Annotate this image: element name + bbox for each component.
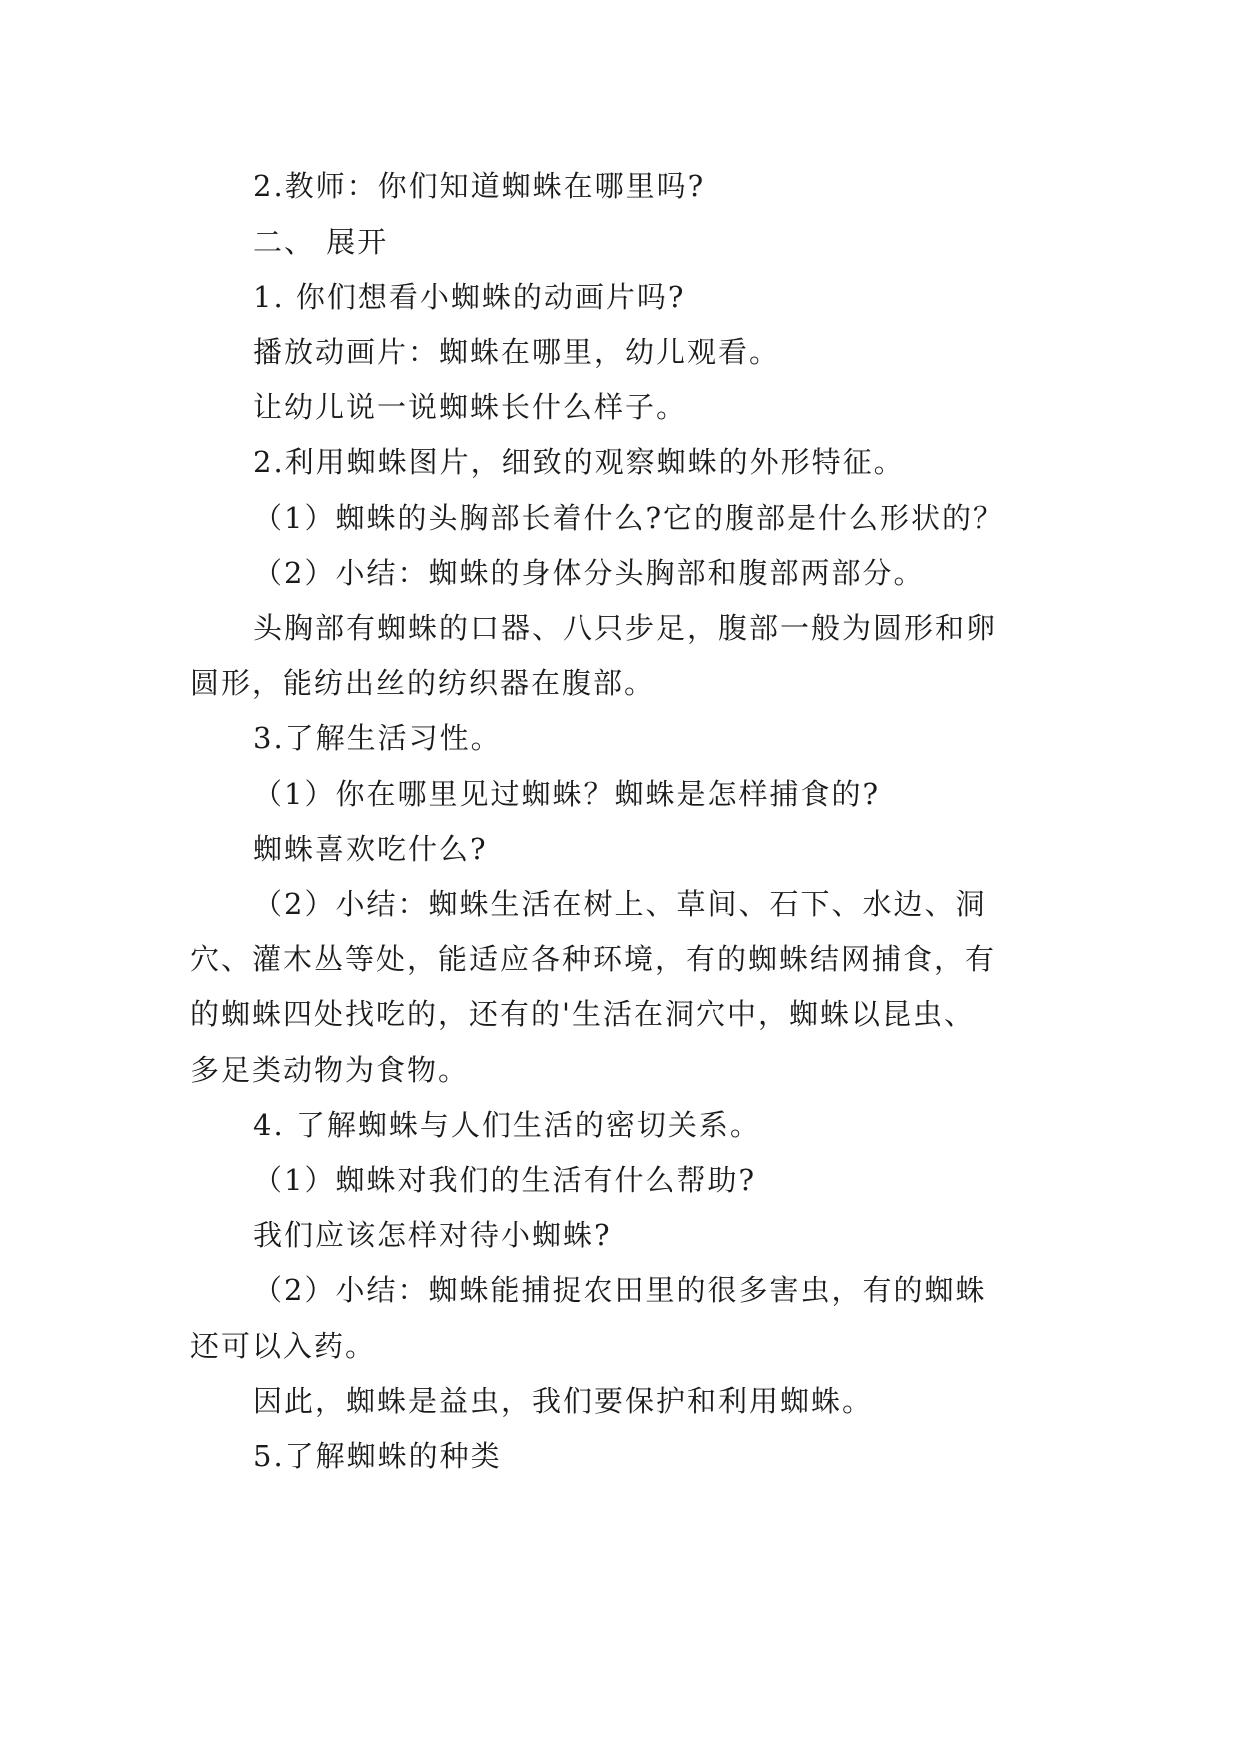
text-line: 还可以入药。: [190, 1329, 377, 1363]
text-line: 3.了解生活习性。: [253, 721, 502, 755]
text-line: 圆形，能纺出丝的纺织器在腹部。: [190, 666, 656, 700]
text-line: （1）蜘蛛的头胸部长着什么?它的腹部是什么形状的？: [253, 501, 1004, 535]
text-line: 让幼儿说一说蜘蛛长什么样子。: [253, 390, 688, 424]
text-line: 1. 你们想看小蜘蛛的动画片吗?: [253, 280, 686, 314]
text-line: 因此，蜘蛛是益虫，我们要保护和利用蜘蛛。: [253, 1384, 874, 1418]
section-heading: 二、 展开: [253, 225, 389, 259]
text-line: 头胸部有蜘蛛的口器、八只步足，腹部一般为圆形和卵: [253, 611, 998, 645]
text-line: 2.利用蜘蛛图片，细致的观察蜘蛛的外形特征。: [253, 445, 905, 479]
text-line: 穴、灌木丛等处，能适应各种环境，有的蜘蛛结网捕食，有: [190, 942, 997, 976]
text-line: 5.了解蜘蛛的种类: [253, 1439, 502, 1473]
text-line: 多足类动物为食物。: [190, 1053, 470, 1087]
text-line: 2.教师：你们知道蜘蛛在哪里吗?: [253, 169, 706, 203]
text-line: 蜘蛛喜欢吃什么?: [253, 832, 488, 866]
text-line: （2）小结：蜘蛛生活在树上、草间、石下、水边、洞: [253, 887, 987, 921]
text-line: 的蜘蛛四处找吃的，还有的'生活在洞穴中，蜘蛛以昆虫、: [190, 997, 975, 1031]
text-line: （1）蜘蛛对我们的生活有什么帮助?: [253, 1163, 756, 1197]
text-line: （2）小结：蜘蛛能捕捉农田里的很多害虫，有的蜘蛛: [253, 1273, 987, 1307]
text-line: （1）你在哪里见过蜘蛛？蜘蛛是怎样捕食的?: [253, 777, 880, 811]
text-line: 播放动画片：蜘蛛在哪里，幼儿观看。: [253, 335, 781, 369]
text-line: （2）小结：蜘蛛的身体分头胸部和腹部两部分。: [253, 556, 925, 590]
text-line: 我们应该怎样对待小蜘蛛?: [253, 1218, 612, 1252]
text-line: 4. 了解蜘蛛与人们生活的密切关系。: [253, 1108, 761, 1142]
